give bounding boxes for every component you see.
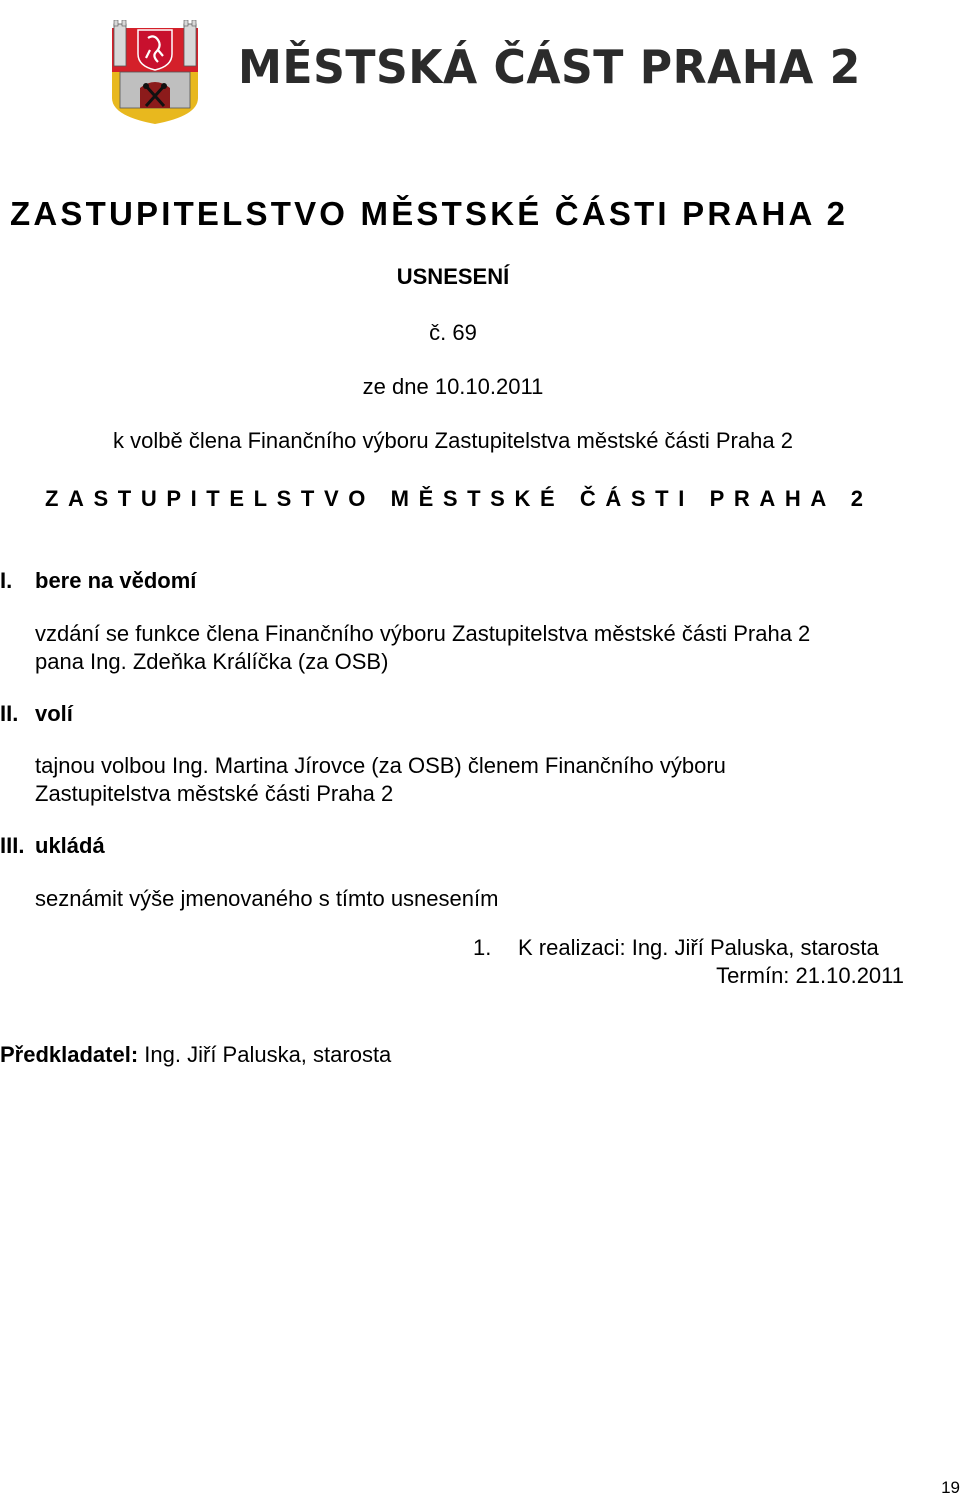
section-numeral: I.	[0, 568, 13, 593]
submitter-label: Předkladatel:	[0, 1042, 139, 1067]
resolution-date: ze dne 10.10.2011	[362, 374, 544, 399]
section-numeral: III.	[0, 833, 25, 858]
task-deadline: Termín: 21.10.2011	[716, 963, 904, 988]
task-text: K realizaci: Ing. Jiří Paluska, starosta	[518, 935, 879, 960]
task-item	[473, 935, 879, 961]
resolution-label: USNESENÍ	[396, 264, 510, 289]
page-number: 19	[941, 1478, 960, 1497]
submitter-name: Ing. Jiří Paluska, starosta	[144, 1042, 392, 1067]
section-numeral: II.	[0, 701, 19, 726]
section-text-line: seznámit výše jmenovaného s tímto usnesením	[35, 886, 499, 911]
prague-2-coat-of-arms-icon	[110, 20, 200, 124]
section-text-line: tajnou volbou Ing. Martina Jírovce (za OSB) členem Finančního výboru	[35, 753, 726, 778]
task-number: 1.	[473, 935, 492, 960]
section-heading: bere na vědomí	[35, 568, 197, 593]
municipality-logo-text: MĚSTSKÁ ČÁST PRAHA 2	[238, 40, 861, 94]
resolution-subject: k volbě člena Finančního výboru Zastupitelstva městské části Praha 2	[113, 428, 793, 453]
council-title: ZASTUPITELSTVO MĚSTSKÉ ČÁSTI PRAHA 2	[10, 195, 849, 232]
submitter	[0, 1042, 391, 1068]
council-name-spaced: ZASTUPITELSTVO MĚSTSKÉ ČÁSTI PRAHA 2	[45, 486, 873, 511]
section-heading: ukládá	[35, 833, 105, 858]
section-text-line: Zastupitelstva městské části Praha 2	[35, 781, 394, 806]
section-text-line: pana Ing. Zdeňka Králíčka (za OSB)	[35, 649, 389, 674]
section-heading: volí	[35, 701, 73, 726]
resolution-number: č. 69	[429, 320, 477, 345]
section-text-line: vzdání se funkce člena Finančního výboru Zastupitelstva městské části Praha 2	[35, 621, 811, 646]
